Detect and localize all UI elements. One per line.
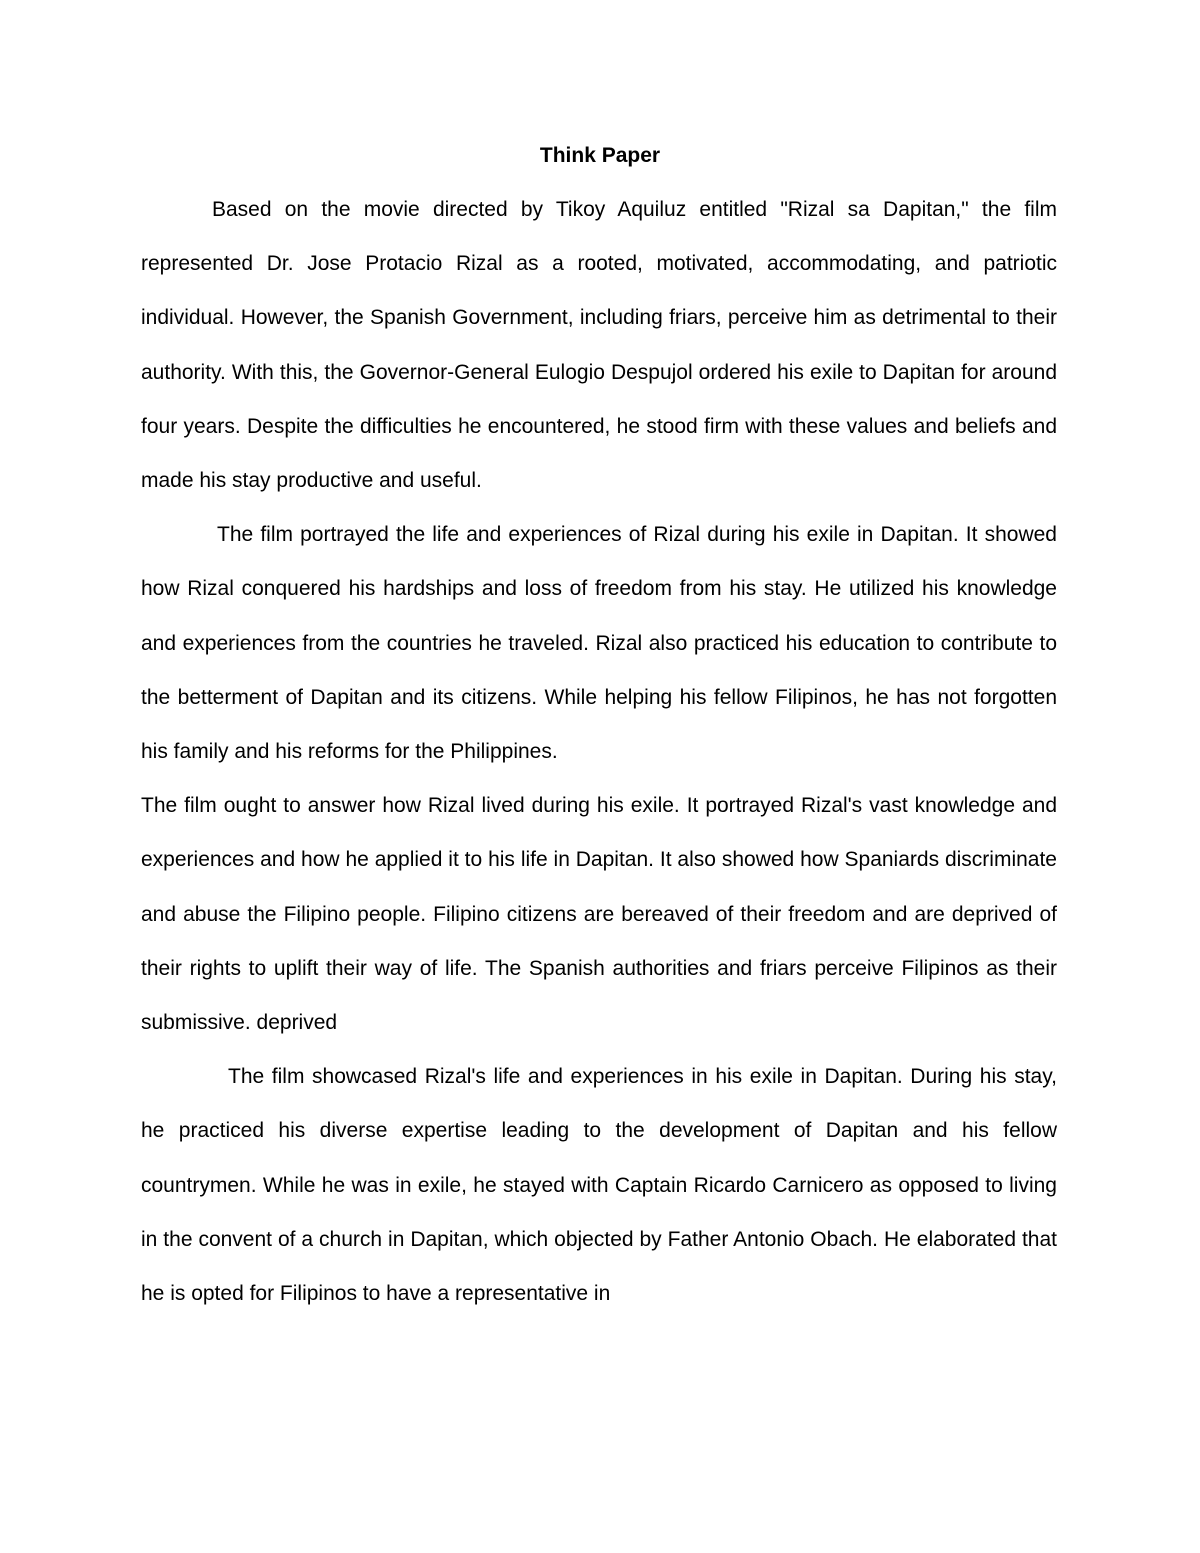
paragraph-answer: The film ought to answer how Rizal lived during his exile. It portrayed Rizal's vast knowledge and experiences and how he applied it to his life in Dapitan. It also showed how Spaniards discriminate and abuse the Filipino people. Filipino citizens are bereaved of their freedom and are deprived of their rights to uplift their way of life. The Spanish authorities and friars perceive Filipinos as their submissive. deprived — [141, 794, 1057, 1035]
paragraph-intro: Based on the movie directed by Tikoy Aquiluz entitled "Rizal sa Dapitan," the film represented Dr. Jose Protacio Rizal as a rooted, motivated, accommodating, and patriotic individual. However, the Spanish Government, including friars, perceive him as detrimental to their authority. With this, the Governor-General Eulogio Despujol ordered his exile to Dapitan for around four years. Despite the difficulties he encountered, he stood firm with these values and beliefs and made his stay productive and useful. — [141, 198, 1057, 493]
paragraph-portrayal: The film portrayed the life and experiences of Rizal during his exile in Dapitan. It showed how Rizal conquered his hardships and loss of freedom from his stay. He utilized his knowledge and experiences from the countries he traveled. Rizal also practiced his education to contribute to the betterment of Dapitan and its citizens. While helping his fellow Filipinos, he has not forgotten his family and his reforms for the Philippines. — [141, 523, 1057, 764]
document-body — [141, 183, 1057, 1321]
paragraph-showcase: The film showcased Rizal's life and experiences in his exile in Dapitan. During his stay, he practiced his diverse expertise leading to the development of Dapitan and his fellow countrymen. While he was in exile, he stayed with Captain Ricardo Carnicero as opposed to living in the convent of a church in Dapitan, which objected by Father Antonio Obach. He elaborated that he is opted for Filipinos to have a representative in — [141, 1065, 1057, 1306]
document-title: Think Paper — [539, 144, 661, 167]
